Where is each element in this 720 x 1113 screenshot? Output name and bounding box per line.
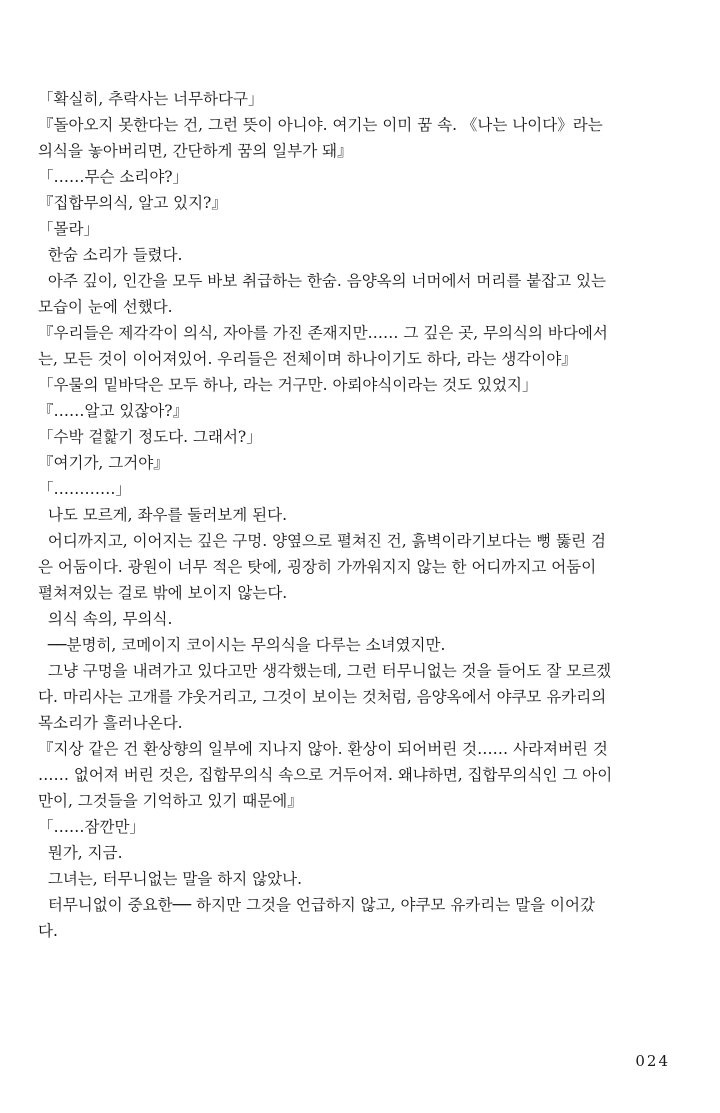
body-text	[38, 86, 680, 944]
page-number: 024	[635, 1052, 670, 1070]
text-line: 『우리들은 제각각이 의식, 자아를 가진 존재지만…… 그 깊은 곳, 무의식의 바다에서	[38, 324, 608, 342]
text-line: 「……잠깐만」	[38, 818, 145, 836]
text-line: 그녀는, 터무니없는 말을 하지 않았나.	[38, 870, 303, 888]
text-line: ──분명히, 코메이지 코이시는 무의식을 다루는 소녀였지만.	[38, 636, 446, 654]
text-line: 그냥 구멍을 내려가고 있다고만 생각했는데, 그런 터무니없는 것을 들어도 잘 모르겠	[38, 662, 612, 680]
text-line: 뭔가, 지금.	[38, 844, 123, 862]
text-line: 다. 마리사는 고개를 갸웃거리고, 그것이 보이는 것처럼, 음양옥에서 야쿠모 유카리의	[38, 688, 607, 706]
text-line: 『……알고 있잖아?』	[38, 402, 189, 420]
text-line: 아주 깊이, 인간을 모두 바보 취급하는 한숨. 음양옥의 너머에서 머리를 붙잡고 있는	[38, 272, 607, 290]
text-line: 「…………」	[38, 480, 132, 498]
text-line: 『지상 같은 건 환상향의 일부에 지나지 않아. 환상이 되어버린 것…… 사라져버린 것	[38, 740, 608, 758]
text-line: 나도 모르게, 좌우를 둘러보게 된다.	[38, 506, 288, 524]
text-line: 다.	[38, 922, 58, 940]
text-line: 의식 속의, 무의식.	[38, 610, 173, 628]
text-line: 목소리가 흘러나온다.	[38, 714, 183, 732]
text-line: 한숨 소리가 들렸다.	[38, 246, 183, 264]
text-line: 만이, 그것들을 기억하고 있기 때문에』	[38, 792, 303, 810]
text-line: 「몰라」	[38, 220, 99, 238]
text-line: 의식을 놓아버리면, 간단하게 꿈의 일부가 돼』	[38, 142, 353, 160]
text-line: 모습이 눈에 선했다.	[38, 298, 173, 316]
text-line: 『집합무의식, 알고 있지?』	[38, 194, 227, 212]
text-line: 어디까지고, 이어지는 깊은 구멍. 양옆으로 펼쳐진 건, 흙벽이라기보다는 뻥 뚫린 검	[38, 532, 607, 550]
text-line: …… 없어져 버린 것은, 집합무의식 속으로 거두어져. 왜냐하면, 집합무의식인 그 아이	[38, 766, 613, 784]
text-line: 「우물의 밑바닥은 모두 하나, 라는 거구만. 아뢰야식이라는 것도 있었지」	[38, 376, 538, 394]
text-line: 는, 모든 것이 이어져있어. 우리들은 전체이며 하나이기도 하다, 라는 생각이야』	[38, 350, 577, 368]
text-line: 『돌아오지 못한다는 건, 그런 뜻이 아니야. 여기는 이미 꿈 속. 《나는 나이다》라는	[38, 116, 603, 134]
text-line: 펼쳐져있는 걸로 밖에 보이지 않는다.	[38, 584, 288, 602]
text-line: 『여기가, 그거야』	[38, 454, 169, 472]
text-line: 「확실히, 추락사는 너무하다구」	[38, 90, 264, 108]
text-line: 은 어둠이다. 광원이 너무 적은 탓에, 굉장히 가까워지지 않는 한 어디까지고 어둠이	[38, 558, 597, 576]
text-line: 「수박 겉핥기 정도다. 그래서?」	[38, 428, 262, 446]
text-line: 「……무슨 소리야?」	[38, 168, 189, 186]
text-line: 터무니없이 중요한── 하지만 그것을 언급하지 않고, 야쿠모 유카리는 말을 이어갔	[38, 896, 595, 914]
